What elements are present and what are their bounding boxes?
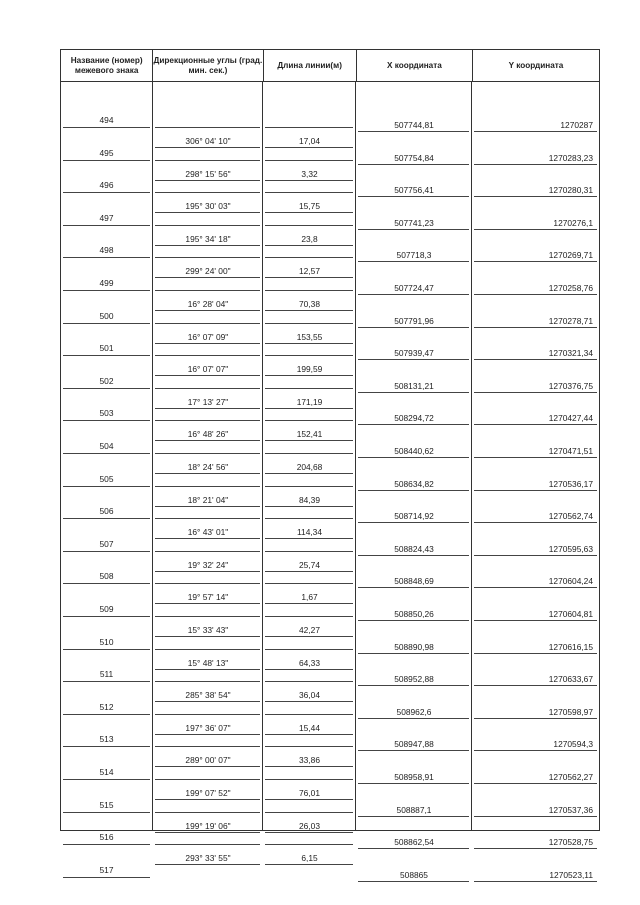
row-rule: [155, 714, 260, 715]
direction-angle: 199° 19' 06": [185, 820, 231, 831]
line-length: 12,57: [299, 266, 320, 277]
y-coordinate: 1270283,23: [548, 152, 593, 163]
row-rule: [358, 587, 469, 588]
row-rule: [155, 844, 260, 845]
x-coordinate: 507939,47: [394, 348, 434, 359]
point-number: 510: [99, 636, 114, 647]
row-rule: [155, 864, 260, 865]
point-number: 500: [99, 310, 114, 321]
row-rule: [474, 783, 597, 784]
row-rule: [358, 522, 469, 523]
row-rule: [358, 848, 469, 849]
row-rule: [265, 714, 353, 715]
point-number: 498: [99, 245, 114, 256]
row-rule: [155, 779, 260, 780]
row-rule: [265, 506, 353, 507]
row-rule: [265, 636, 353, 637]
row-rule: [358, 685, 469, 686]
row-rule: [155, 734, 260, 735]
x-coordinate: 508714,92: [394, 511, 434, 522]
row-rule: [155, 799, 260, 800]
row-rule: [358, 131, 469, 132]
row-rule: [155, 538, 260, 539]
y-coordinate: 1270269,71: [548, 250, 593, 261]
row-rule: [265, 440, 353, 441]
row-rule: [474, 196, 597, 197]
y-coordinate: 1270376,75: [548, 380, 593, 391]
row-rule: [155, 832, 260, 833]
row-rule: [63, 257, 150, 258]
row-rule: [265, 180, 353, 181]
row-rule: [358, 816, 469, 817]
line-length: 114,34: [297, 527, 322, 538]
point-number: 494: [99, 115, 114, 125]
row-rule: [155, 669, 260, 670]
row-rule: [265, 864, 353, 865]
point-number: 495: [99, 147, 114, 158]
row-rule: [155, 160, 260, 161]
line-length: 1,67: [301, 592, 318, 603]
row-rule: [474, 294, 597, 295]
row-rule: [155, 812, 260, 813]
row-rule: [265, 551, 353, 552]
y-coordinate: 1270604,24: [548, 576, 593, 587]
row-rule: [474, 620, 597, 621]
row-rule: [358, 164, 469, 165]
point-number: 499: [99, 278, 114, 288]
x-coordinate: 508294,72: [394, 413, 434, 424]
row-rule: [155, 147, 260, 148]
row-rule: [358, 718, 469, 719]
row-rule: [155, 192, 260, 193]
row-rule: [155, 453, 260, 454]
row-rule: [155, 375, 260, 376]
column-divider: [152, 82, 153, 830]
row-rule: [265, 310, 353, 311]
row-rule: [63, 388, 150, 389]
row-rule: [358, 457, 469, 458]
row-rule: [155, 583, 260, 584]
x-coordinate: 507756,41: [394, 185, 434, 196]
direction-angle: 285° 38' 54": [185, 690, 231, 701]
row-rule: [265, 225, 353, 226]
point-number: 505: [99, 473, 114, 484]
x-coordinate: 507791,96: [394, 315, 434, 326]
y-coordinate: 1270287: [560, 120, 593, 130]
x-coordinate: 508634,82: [394, 478, 434, 489]
row-rule: [265, 277, 353, 278]
row-rule: [474, 229, 597, 230]
row-rule: [155, 746, 260, 747]
direction-angle: 293° 33' 55": [185, 853, 231, 864]
row-rule: [265, 257, 353, 258]
row-rule: [155, 420, 260, 421]
row-rule: [474, 653, 597, 654]
row-rule: [63, 812, 150, 813]
row-rule: [155, 245, 260, 246]
row-rule: [265, 616, 353, 617]
line-length: 36,04: [299, 690, 320, 701]
row-rule: [265, 212, 353, 213]
row-rule: [155, 225, 260, 226]
y-coordinate: 1270598,97: [548, 706, 593, 717]
row-rule: [63, 290, 150, 291]
row-rule: [265, 799, 353, 800]
row-rule: [155, 212, 260, 213]
point-number: 504: [99, 441, 114, 451]
line-length: 15,44: [299, 722, 320, 733]
direction-angle: 195° 30' 03": [185, 201, 231, 212]
y-coordinate: 1270276,1: [553, 217, 593, 228]
x-coordinate: 508824,43: [394, 543, 434, 554]
row-rule: [265, 583, 353, 584]
row-rule: [265, 734, 353, 735]
row-rule: [265, 571, 353, 572]
row-rule: [155, 681, 260, 682]
row-rule: [155, 355, 260, 356]
y-coordinate: 1270537,36: [548, 804, 593, 815]
direction-angle: 199° 07' 52": [185, 788, 231, 798]
x-coordinate: 508850,26: [394, 609, 434, 619]
row-rule: [358, 620, 469, 621]
direction-angle: 16° 43' 01": [187, 527, 229, 538]
line-length: 204,68: [296, 462, 323, 472]
row-rule: [155, 701, 260, 702]
row-rule: [474, 522, 597, 523]
header-name: Название (номер) межевого знака: [61, 50, 153, 81]
row-rule: [358, 750, 469, 751]
row-rule: [358, 783, 469, 784]
row-rule: [155, 603, 260, 604]
point-number: 502: [99, 375, 114, 386]
row-rule: [358, 359, 469, 360]
y-coordinate: 1270528,75: [548, 837, 593, 848]
line-length: 152,41: [296, 429, 323, 440]
row-rule: [155, 616, 260, 617]
y-coordinate: 1270604,81: [548, 609, 593, 619]
header-length: Длина линии(м): [264, 50, 357, 81]
row-rule: [474, 261, 597, 262]
row-rule: [155, 323, 260, 324]
direction-angle: 197° 36' 07": [185, 722, 231, 733]
line-length: 25,74: [299, 559, 320, 570]
direction-angle: 195° 34' 18": [185, 233, 231, 244]
row-rule: [474, 685, 597, 686]
y-coordinate: 1270594,3: [553, 739, 593, 750]
row-rule: [265, 518, 353, 519]
row-rule: [63, 583, 150, 584]
line-length: 33,86: [299, 755, 320, 766]
y-coordinate: 1270562,74: [548, 511, 593, 522]
row-rule: [63, 486, 150, 487]
row-rule: [358, 653, 469, 654]
row-rule: [155, 180, 260, 181]
row-rule: [474, 718, 597, 719]
x-coordinate: 508887,1: [396, 804, 432, 815]
row-rule: [474, 131, 597, 132]
row-rule: [474, 359, 597, 360]
row-rule: [474, 816, 597, 817]
row-rule: [63, 518, 150, 519]
line-length: 153,55: [296, 331, 323, 342]
row-rule: [358, 424, 469, 425]
row-rule: [265, 192, 353, 193]
x-coordinate: 508890,98: [394, 641, 434, 652]
x-coordinate: 508952,88: [394, 674, 434, 685]
point-number: 514: [99, 767, 114, 777]
y-coordinate: 1270280,31: [548, 185, 593, 196]
row-rule: [474, 848, 597, 849]
row-rule: [265, 127, 353, 128]
x-coordinate: 508131,21: [394, 380, 434, 391]
row-rule: [155, 388, 260, 389]
row-rule: [265, 649, 353, 650]
point-number: 503: [99, 408, 114, 419]
row-rule: [265, 147, 353, 148]
row-rule: [265, 486, 353, 487]
row-rule: [63, 681, 150, 682]
row-rule: [63, 551, 150, 552]
row-rule: [155, 257, 260, 258]
point-number: 507: [99, 538, 114, 549]
row-rule: [155, 277, 260, 278]
row-rule: [155, 440, 260, 441]
x-coordinate: 508848,69: [394, 576, 434, 587]
row-rule: [63, 160, 150, 161]
y-coordinate: 1270562,27: [548, 772, 593, 782]
point-number: 496: [99, 180, 114, 191]
row-rule: [265, 245, 353, 246]
table-header: [60, 49, 600, 82]
table-body: [60, 82, 600, 880]
direction-angle: 16° 07' 07": [187, 364, 229, 375]
column-divider: [262, 82, 263, 830]
row-rule: [474, 424, 597, 425]
row-rule: [358, 261, 469, 262]
point-number: 512: [99, 701, 114, 712]
line-length: 26,03: [299, 820, 320, 831]
row-rule: [155, 310, 260, 311]
row-rule: [265, 355, 353, 356]
x-coordinate: 508958,91: [394, 772, 434, 782]
row-rule: [155, 127, 260, 128]
row-rule: [265, 701, 353, 702]
direction-angle: 16° 28' 04": [187, 299, 229, 309]
line-length: 17,04: [299, 136, 320, 146]
row-rule: [63, 127, 150, 128]
row-rule: [265, 388, 353, 389]
point-number: 515: [99, 799, 114, 810]
direction-angle: 15° 33' 43": [187, 625, 229, 635]
row-rule: [474, 555, 597, 556]
y-coordinate: 1270633,67: [548, 674, 593, 685]
row-rule: [358, 490, 469, 491]
y-coordinate: 1270536,17: [548, 478, 593, 489]
row-rule: [265, 844, 353, 845]
row-rule: [265, 323, 353, 324]
row-rule: [265, 669, 353, 670]
row-rule: [63, 779, 150, 780]
y-coordinate: 1270616,15: [548, 641, 593, 652]
y-coordinate: 1270471,51: [548, 446, 593, 456]
row-rule: [265, 746, 353, 747]
row-rule: [63, 877, 150, 878]
x-coordinate: 508947,88: [394, 739, 434, 750]
y-coordinate: 1270321,34: [548, 348, 593, 359]
row-rule: [155, 551, 260, 552]
row-rule: [155, 486, 260, 487]
x-coordinate: 508865: [400, 869, 428, 880]
line-length: 3,32: [301, 168, 318, 179]
direction-angle: 17° 13' 27": [187, 396, 229, 407]
x-coordinate: 508440,62: [394, 446, 434, 456]
row-rule: [155, 649, 260, 650]
line-length: 76,01: [299, 788, 320, 798]
column-divider: [599, 82, 600, 830]
x-coordinate: 507741,23: [394, 217, 434, 228]
point-number: 506: [99, 506, 114, 517]
row-rule: [474, 392, 597, 393]
x-coordinate: 507724,47: [394, 283, 434, 293]
direction-angle: 19° 32' 24": [187, 559, 229, 570]
point-number: 508: [99, 571, 114, 582]
header-x: X координата: [357, 50, 473, 81]
point-number: 511: [99, 669, 114, 680]
row-rule: [155, 766, 260, 767]
line-length: 171,19: [296, 396, 323, 407]
y-coordinate: 1270278,71: [548, 315, 593, 326]
y-coordinate: 1270258,76: [548, 283, 593, 293]
row-rule: [265, 453, 353, 454]
row-rule: [358, 327, 469, 328]
row-rule: [63, 225, 150, 226]
header-angle: Дирекционные углы (град. мин. сек.): [153, 50, 263, 81]
row-rule: [474, 164, 597, 165]
row-rule: [63, 355, 150, 356]
row-rule: [358, 229, 469, 230]
row-rule: [265, 290, 353, 291]
y-coordinate: 1270595,63: [548, 543, 593, 554]
direction-angle: 299° 24' 00": [185, 266, 231, 277]
line-length: 64,33: [299, 657, 320, 668]
direction-angle: 289° 00' 07": [185, 755, 231, 766]
row-rule: [358, 555, 469, 556]
row-rule: [63, 453, 150, 454]
row-rule: [63, 323, 150, 324]
row-rule: [63, 714, 150, 715]
row-rule: [63, 649, 150, 650]
row-rule: [63, 844, 150, 845]
header-y: Y координата: [473, 50, 600, 81]
y-coordinate: 1270523,11: [549, 869, 593, 880]
direction-angle: 306° 04' 10": [185, 136, 231, 146]
row-rule: [63, 616, 150, 617]
row-rule: [63, 192, 150, 193]
row-rule: [155, 571, 260, 572]
line-length: 23,8: [301, 233, 318, 244]
row-rule: [265, 766, 353, 767]
row-rule: [155, 518, 260, 519]
point-number: 501: [99, 343, 114, 354]
x-coordinate: 508962,6: [396, 706, 432, 717]
line-length: 84,39: [299, 494, 320, 505]
row-rule: [265, 408, 353, 409]
row-rule: [265, 832, 353, 833]
row-rule: [265, 160, 353, 161]
row-rule: [358, 881, 469, 882]
row-rule: [265, 343, 353, 344]
row-rule: [474, 750, 597, 751]
direction-angle: 16° 07' 09": [187, 331, 229, 342]
row-rule: [474, 490, 597, 491]
row-rule: [474, 327, 597, 328]
row-rule: [155, 343, 260, 344]
line-length: 70,38: [299, 299, 320, 309]
x-coordinate: 507718,3: [396, 250, 432, 261]
x-coordinate: 508862,54: [394, 837, 434, 848]
row-rule: [358, 196, 469, 197]
line-length: 199,59: [296, 364, 323, 375]
coordinates-table: [60, 49, 600, 880]
row-rule: [155, 506, 260, 507]
row-rule: [63, 420, 150, 421]
line-length: 15,75: [299, 201, 320, 212]
line-length: 6,15: [301, 853, 318, 864]
row-rule: [265, 473, 353, 474]
direction-angle: 15° 48' 13": [187, 657, 229, 668]
direction-angle: 18° 24' 56": [187, 462, 229, 472]
direction-angle: 298° 15' 56": [185, 168, 231, 179]
y-coordinate: 1270427,44: [548, 413, 593, 424]
row-rule: [358, 294, 469, 295]
point-number: 517: [99, 864, 114, 875]
row-rule: [474, 457, 597, 458]
row-rule: [265, 538, 353, 539]
row-rule: [155, 636, 260, 637]
point-number: 509: [99, 604, 114, 614]
row-rule: [155, 290, 260, 291]
row-rule: [358, 392, 469, 393]
row-rule: [155, 473, 260, 474]
row-rule: [265, 779, 353, 780]
row-rule: [265, 375, 353, 376]
point-number: 516: [99, 832, 114, 843]
point-number: 497: [99, 212, 114, 223]
row-rule: [155, 408, 260, 409]
row-rule: [265, 420, 353, 421]
row-rule: [265, 603, 353, 604]
direction-angle: 19° 57' 14": [187, 592, 229, 603]
row-rule: [63, 746, 150, 747]
direction-angle: 18° 21' 04": [187, 494, 229, 505]
direction-angle: 16° 48' 26": [187, 429, 229, 440]
point-number: 513: [99, 734, 114, 745]
x-coordinate: 507754,84: [394, 152, 434, 163]
line-length: 42,27: [299, 625, 320, 635]
x-coordinate: 507744,81: [394, 120, 434, 130]
row-rule: [474, 881, 597, 882]
row-rule: [265, 681, 353, 682]
row-rule: [265, 812, 353, 813]
row-rule: [474, 587, 597, 588]
